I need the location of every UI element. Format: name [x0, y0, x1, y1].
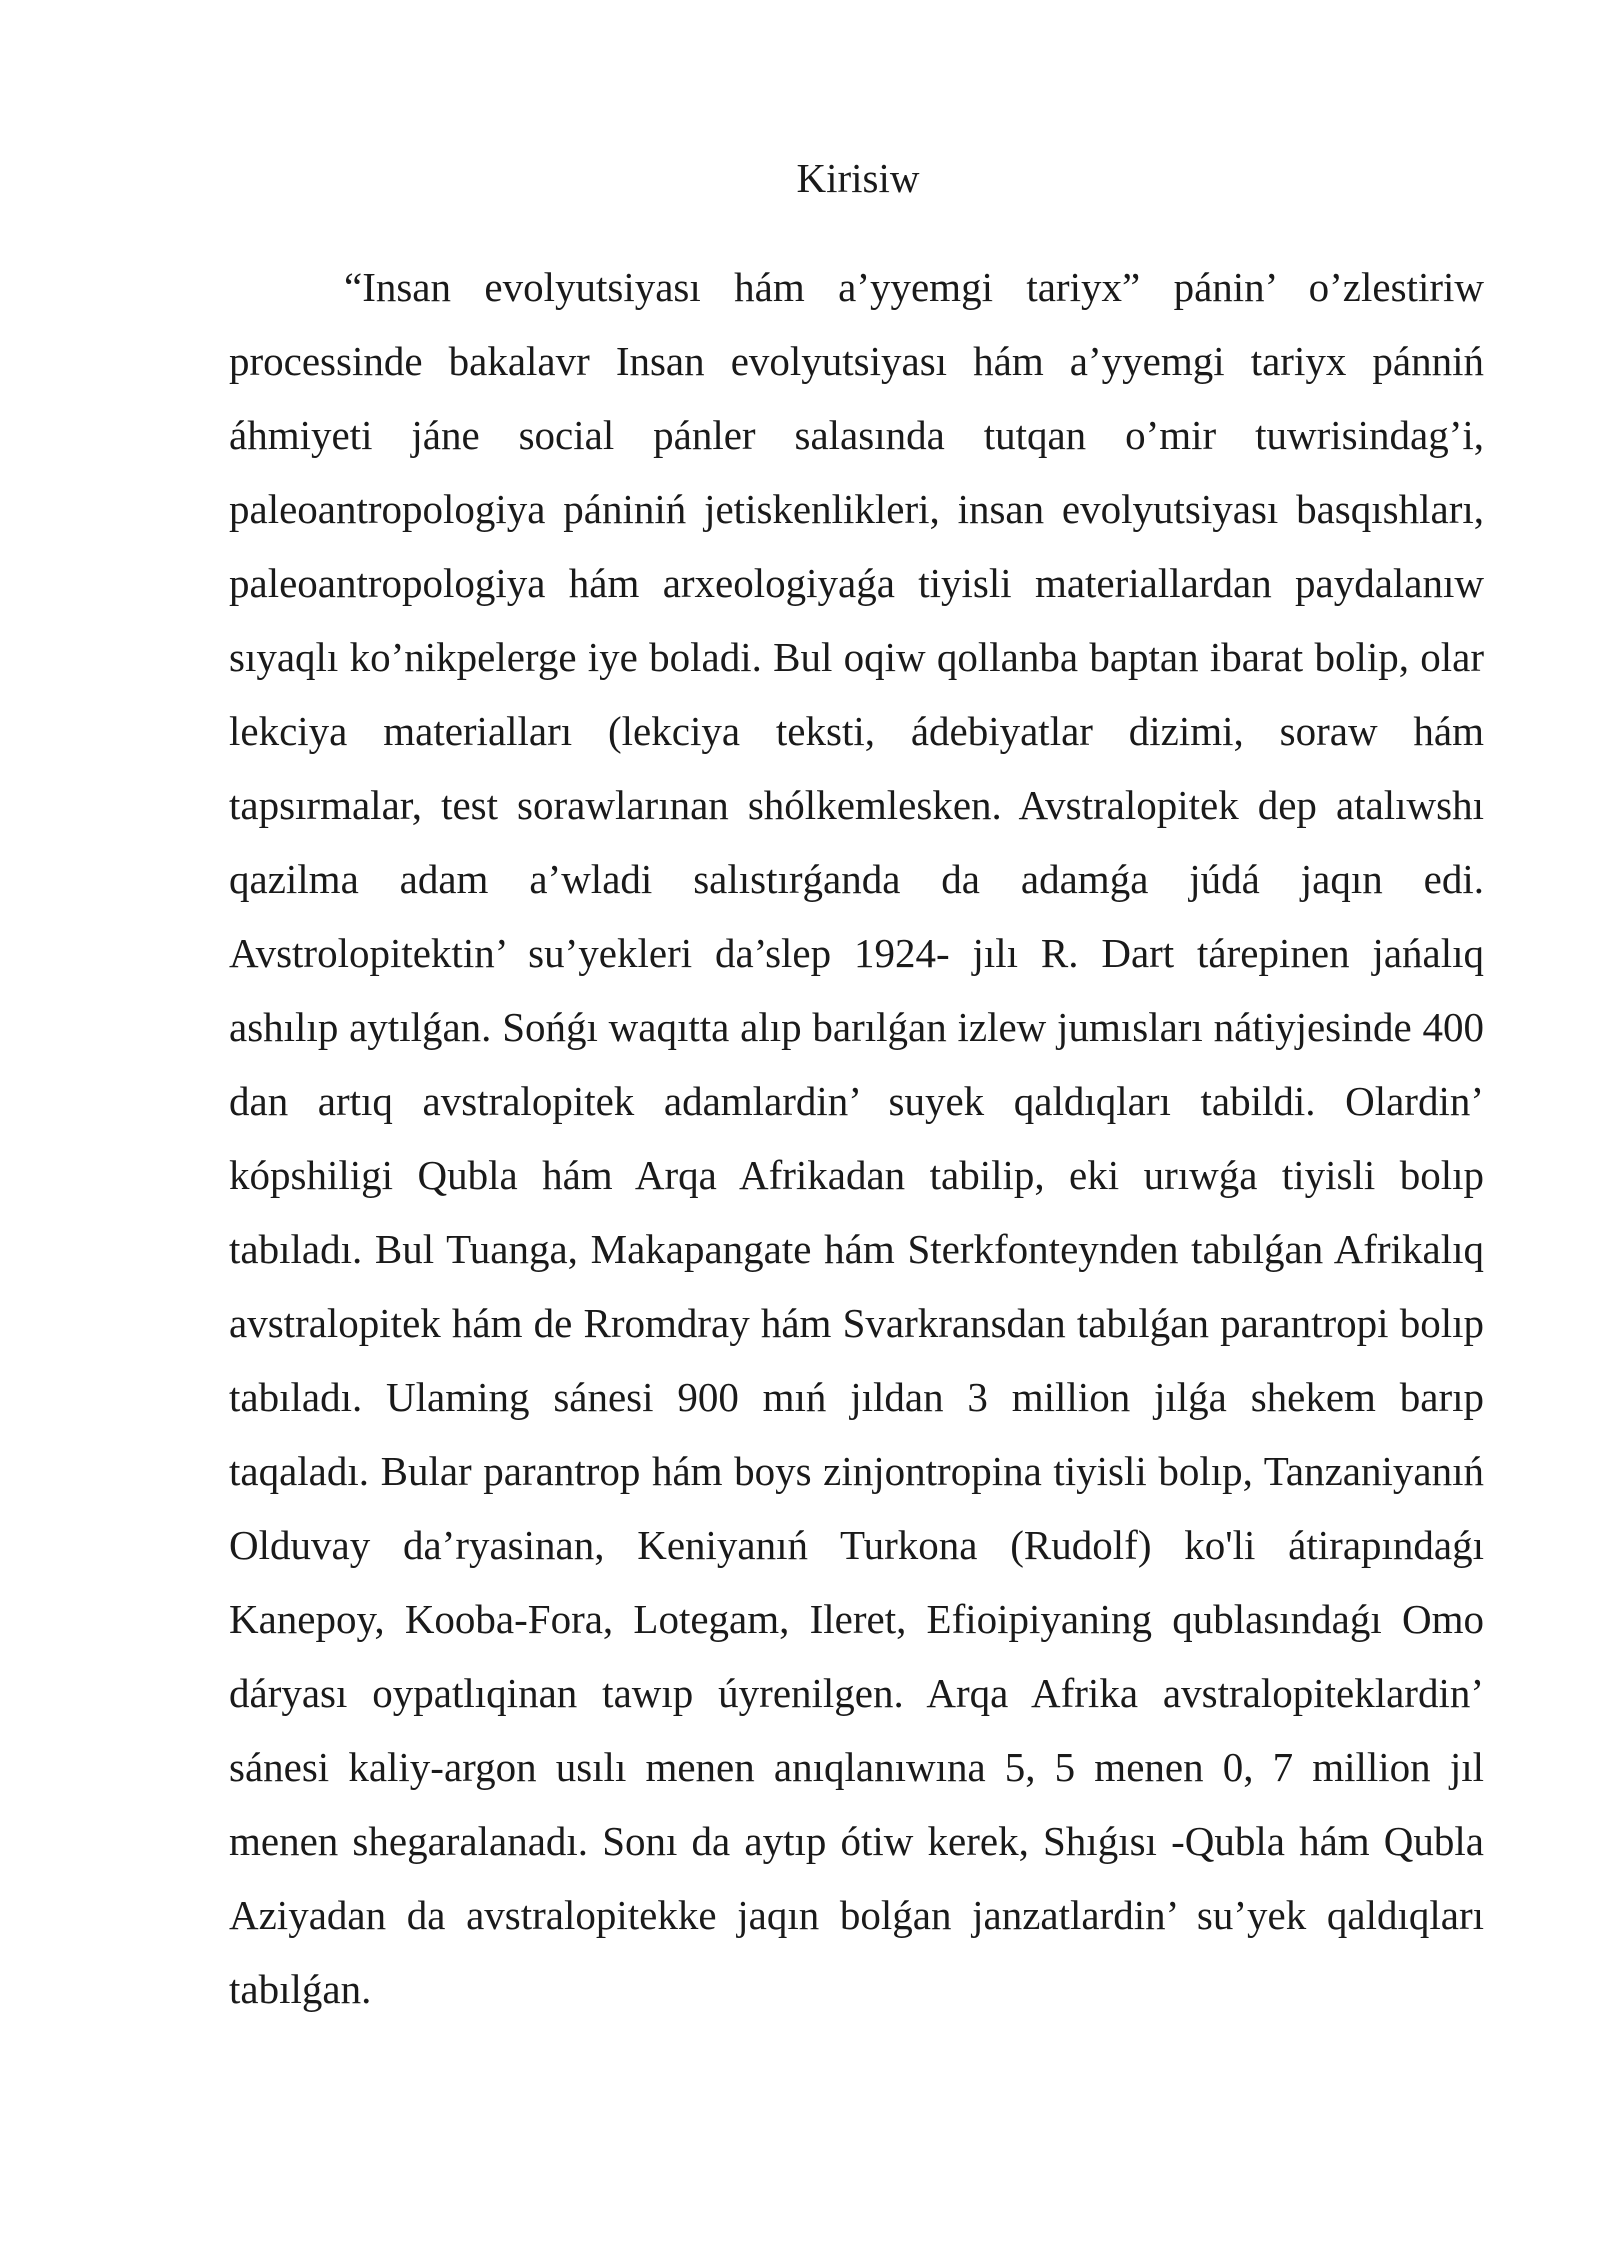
- document-title: Kirisiw: [796, 155, 920, 201]
- body-paragraph: “Insan evolyutsiyası hám a’yyemgi tariyx” pánin’ o’zlestiriw processinde bakalavr Insan evolyutsiyası hám a’yyemgi tariyx pánniń áhmiyeti jáne social pánler salasında tutqan o’mir tuwrisindag’i, paleoantropologiya pániniń jetiskenlikleri, insan evolyutsiyası basqıshları, paleoantropologiya hám arxeologiyaǵa tiyisli materiallardan paydalanıw sıyaqlı ko’nikpelerge iye boladi. Bul oqiw qollanba baptan ibarat bolip, olar lekciya materialları (lekciya teksti, ádebiyatlar dizimi, soraw hám tapsırmalar, test sorawlarınan shólkemlesken. Avstralopitek dep atalıwshı qazilma adam a’wladi salıstırǵanda da adamǵa júdá jaqın edi. Avstrolopitektin’ su’yekleri da’slep 1924- jılı R. Dart tárepinen jańalıq ashılıp aytılǵan. Sońǵı waqıtta alıp barılǵan izlew jumısları nátiyjesinde 400 dan artıq avstralopitek adamlardin’ suyek qaldıqları tabildi. Olardin’ kópshiligi Qubla hám Arqa Afrikadan tabilip, eki urıwǵa tiyisli bolıp tabıladı. Bul Tuanga, Makapangate hám Sterkfonteynden tabılǵan Afrikalıq avstralopitek hám de Rromdray hám Svarkransdan tabılǵan parantropi bolıp tabıladı. Ulaming sánesi 900 mıń jıldan 3 million jılǵa shekem barıp taqaladı. Bular parantrop hám boys zinjontropina tiyisli bolıp, Tanzaniyanıń Olduvay da’ryasinan, Keniyanıń Turkona (Rudolf) ko'li átirapındaǵı Kanepoy, Kooba-Fora, Lotegam, Ileret, Efioipiyaning qublasındaǵı Omo dáryası oypatlıqinan tawıp úyrenilgen. Arqa Afrika avstralopiteklardin’ sánesi kaliy-argon usılı menen anıqlanıwına 5, 5 menen 0, 7 million jıl menen shegaralanadı. Sonı da aytıp ótiw kerek, Shıǵısı -Qubla hám Qubla Aziyadan da avstralopitekke jaqın bolǵan janzatlardin’ su’yek qaldıqları tabılǵan.: [229, 264, 1484, 2012]
